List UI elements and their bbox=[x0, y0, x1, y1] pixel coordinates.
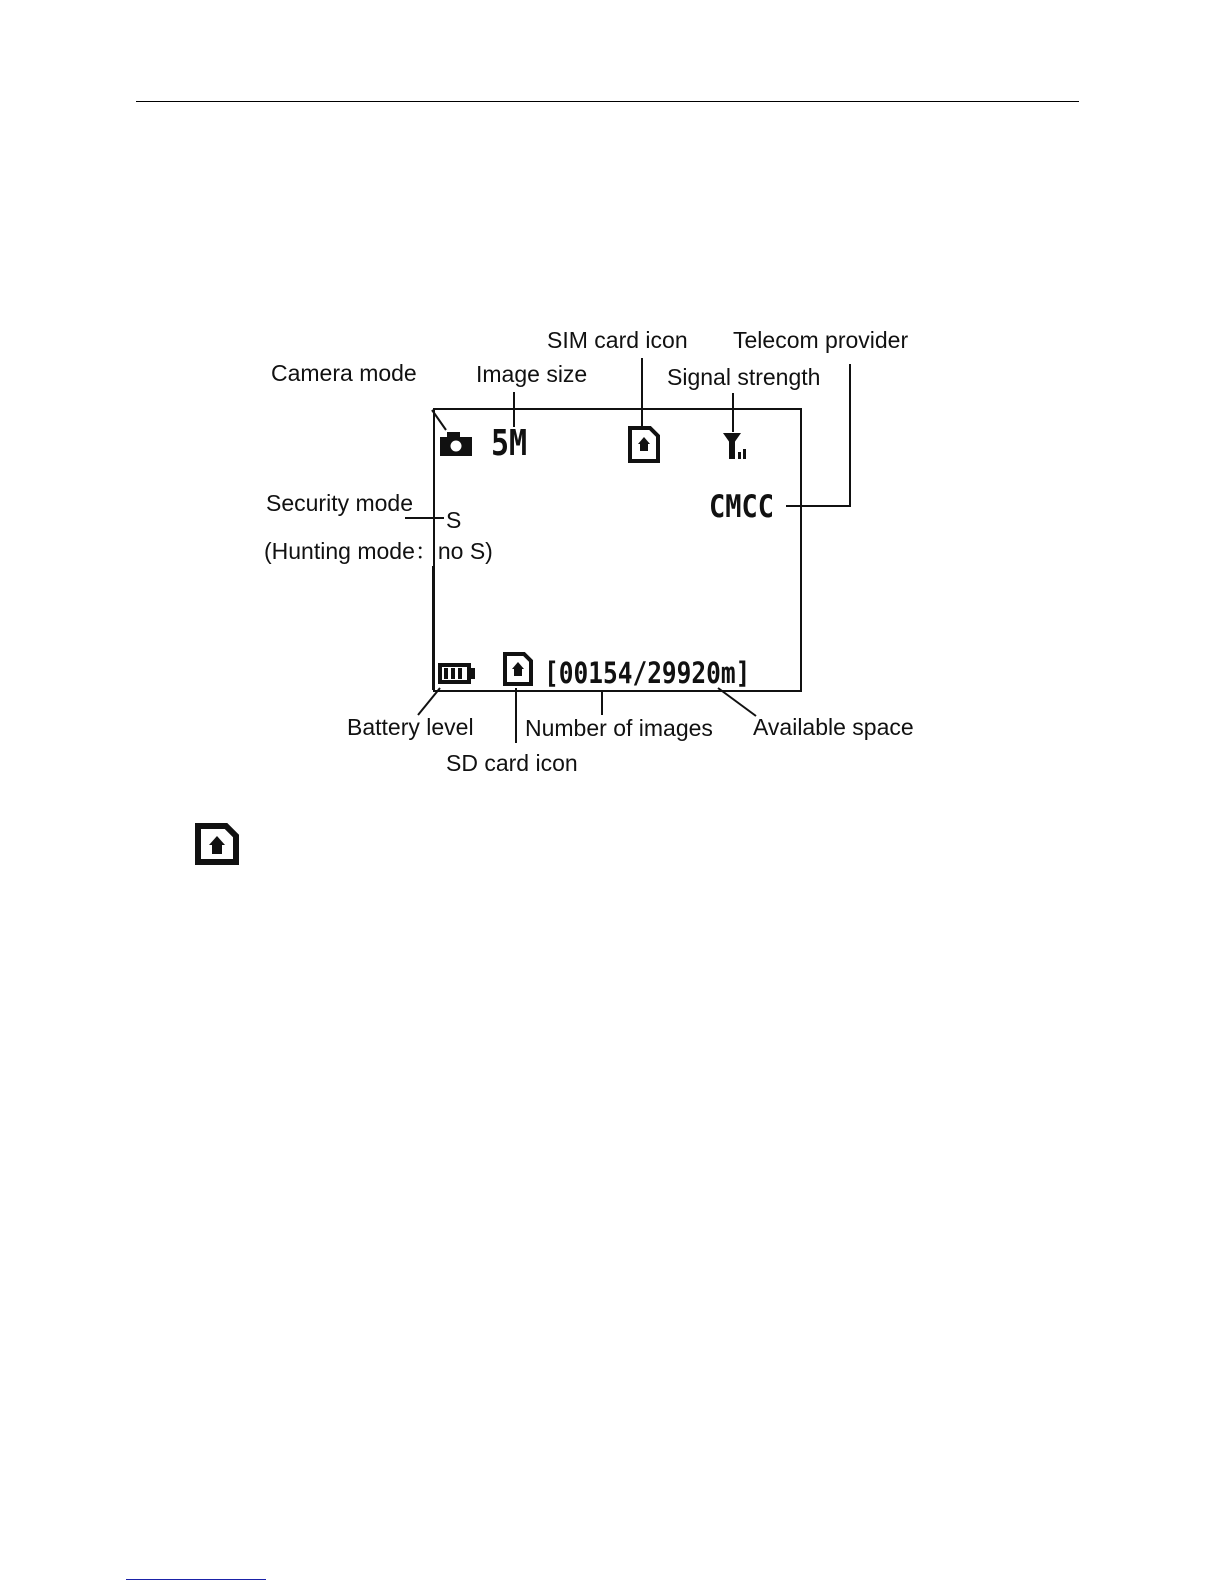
label-hunting-mode: (Hunting mode：no S) bbox=[264, 538, 493, 564]
label-number-of-images: Number of images bbox=[525, 715, 713, 741]
label-sim-card-icon: SIM card icon bbox=[547, 327, 688, 353]
leader-available-space bbox=[718, 688, 756, 716]
sim-card-icon bbox=[630, 428, 658, 461]
label-security-mode: Security mode bbox=[266, 490, 414, 516]
image-counter-value: [00154/29920m] bbox=[544, 656, 751, 691]
label-battery-level: Battery level bbox=[347, 714, 474, 740]
label-signal-strength: Signal strength bbox=[667, 364, 821, 390]
leader-battery-level bbox=[418, 688, 440, 715]
telecom-provider-value: CMCC bbox=[709, 488, 774, 525]
label-telecom-provider: Telecom provider bbox=[733, 327, 909, 353]
signal-antenna-icon bbox=[723, 433, 746, 459]
security-mode-value: S bbox=[446, 507, 462, 533]
label-sd-card-icon: SD card icon bbox=[446, 750, 578, 776]
label-image-size: Image size bbox=[476, 361, 588, 387]
battery-icon bbox=[438, 663, 475, 684]
label-available-space: Available space bbox=[753, 714, 914, 740]
card-icon bbox=[198, 826, 236, 862]
image-size-value: 5M bbox=[491, 421, 528, 464]
label-camera-mode: Camera mode bbox=[271, 360, 417, 386]
sd-card-icon bbox=[505, 654, 531, 684]
camera-icon bbox=[440, 432, 472, 456]
footer-rule bbox=[126, 1579, 266, 1580]
